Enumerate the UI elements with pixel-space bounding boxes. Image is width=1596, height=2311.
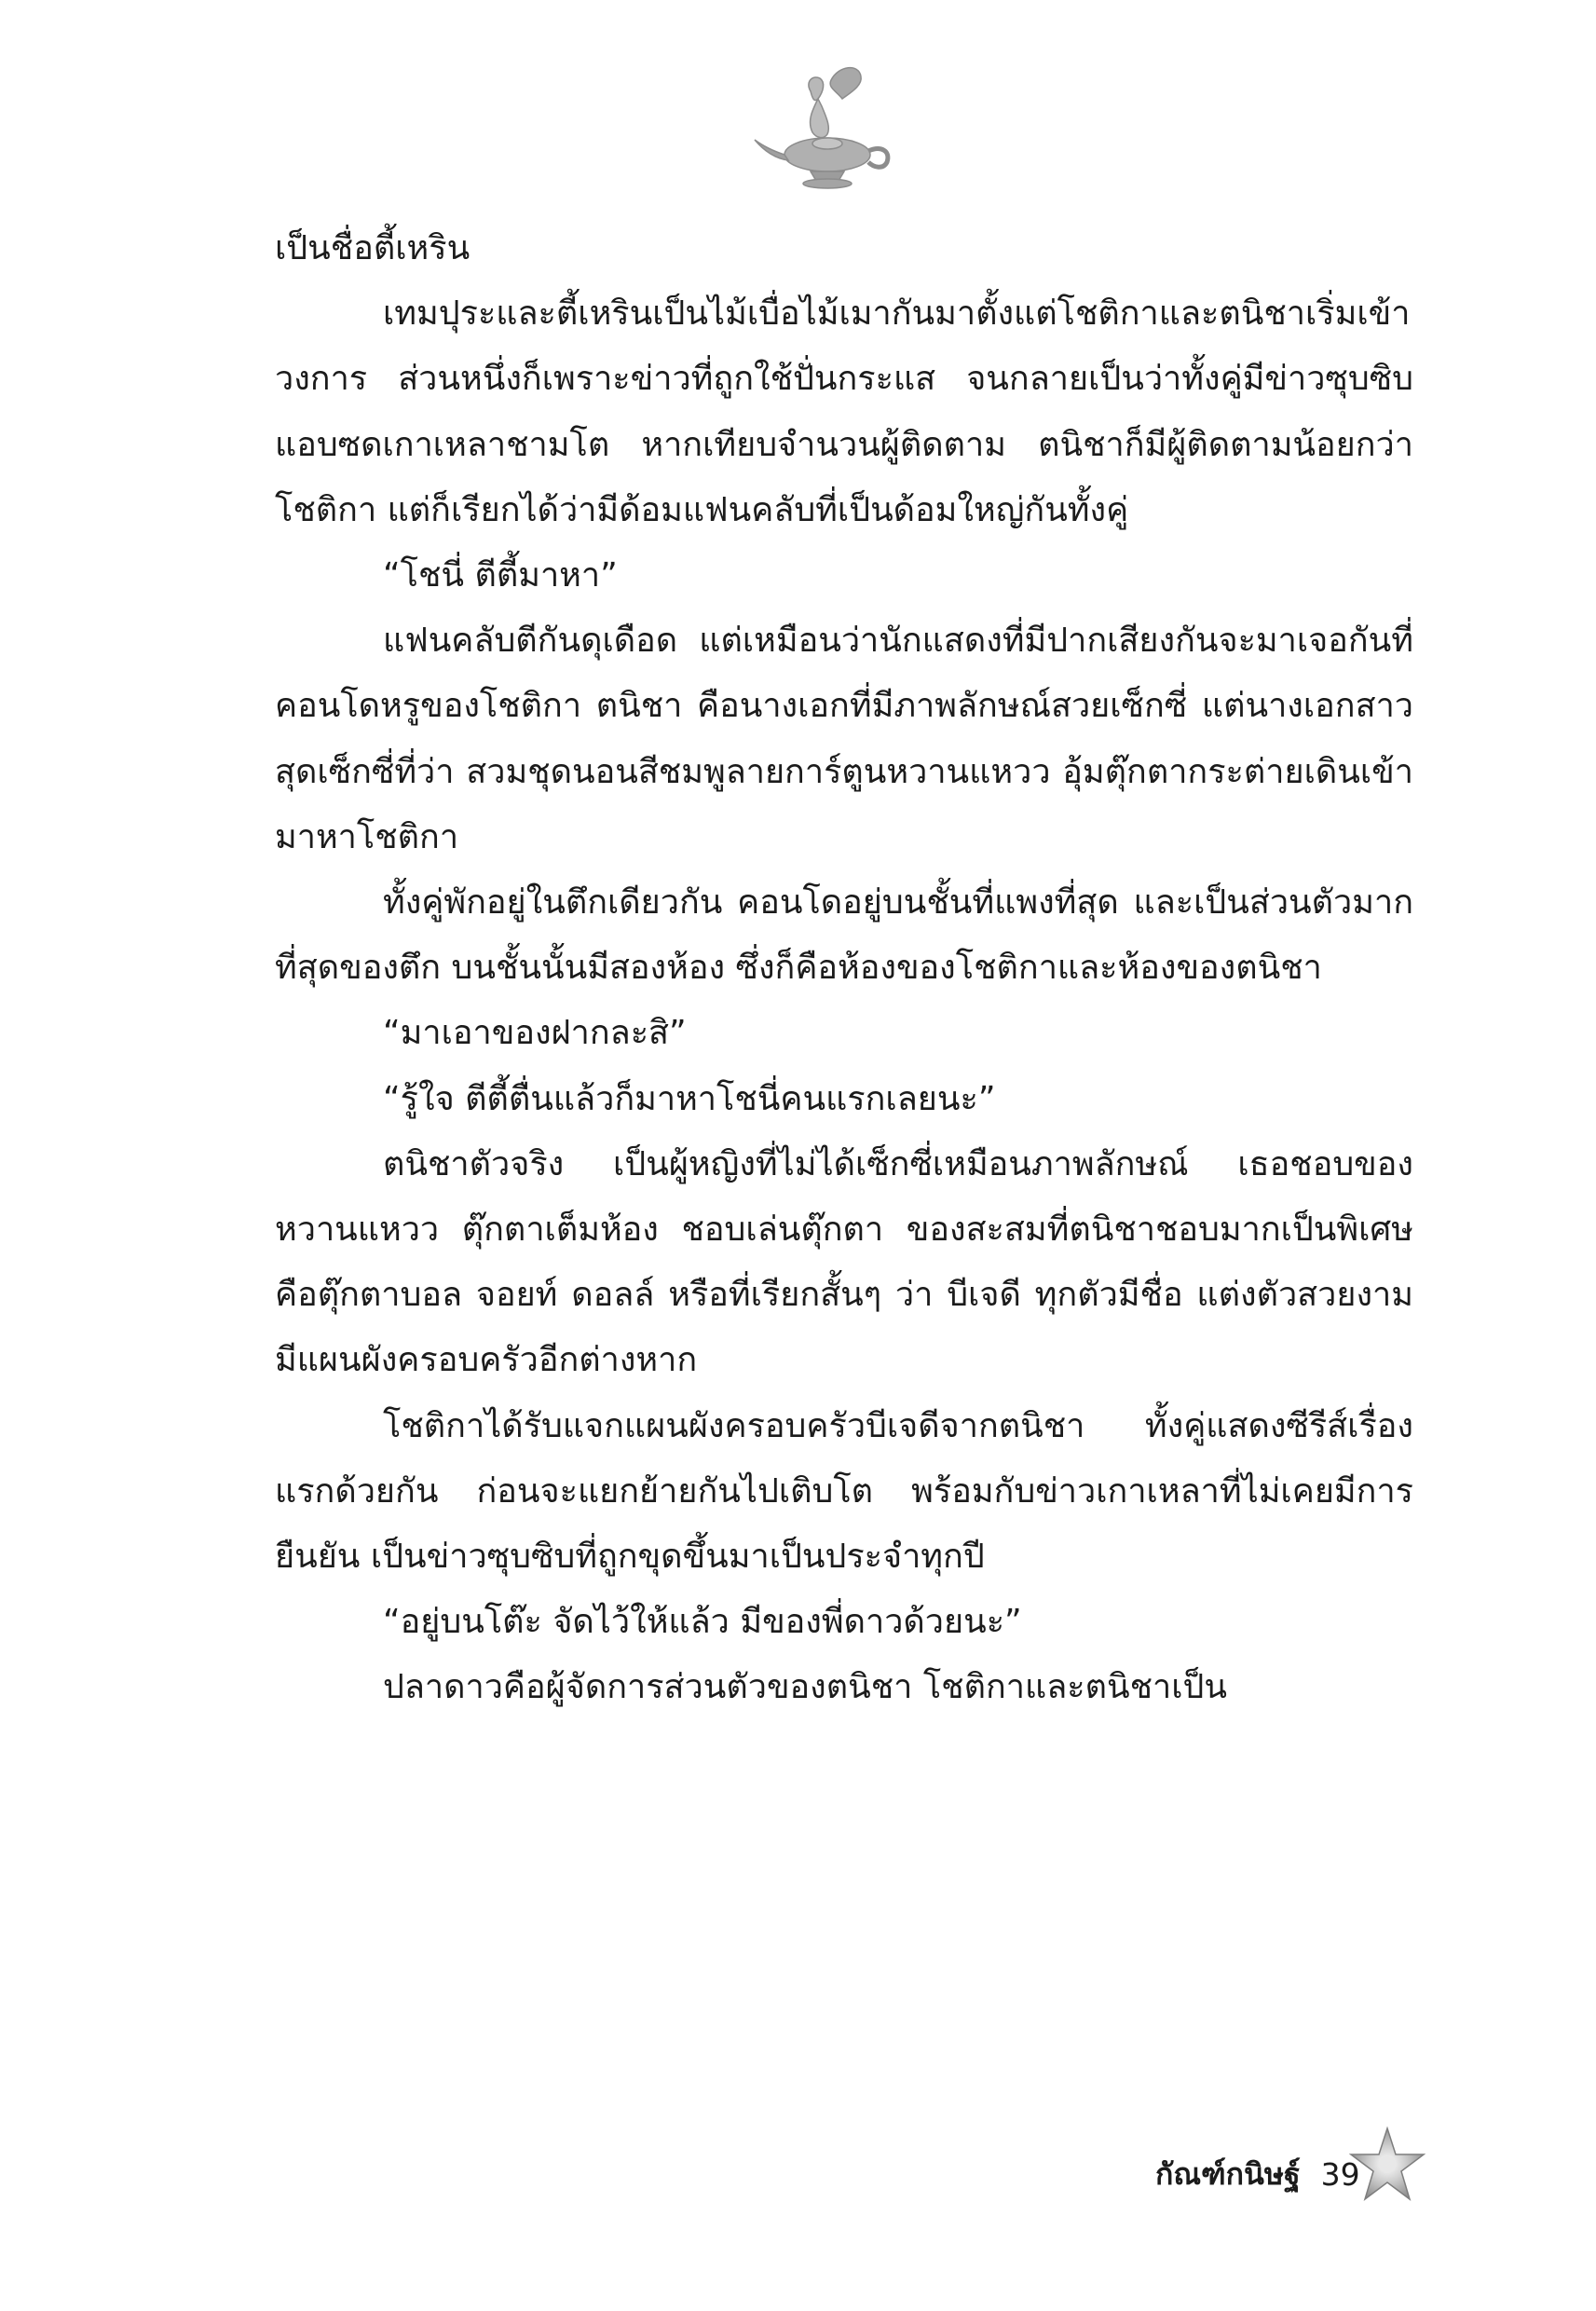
paragraph: ปลาดาวคือผู้จัดการส่วนตัวของตนิชา โชติกาและตนิชาเป็น <box>383 1668 1227 1707</box>
page-number: 39 <box>1320 2155 1360 2193</box>
body-text <box>275 216 1413 1721</box>
genie-lamp-icon <box>745 54 904 194</box>
paragraph: เทมปุระและตี้เหรินเป็นไม้เบื่อไม้เมากันมาตั้งแต่โชติกาและตนิชาเริ่มเข้าวงการ ส่วนหนึ่งก็เพราะข่าวที่ถูกใช้ปั่นกระแส จนกลายเป็นว่าทั้งคู่มีข่าวซุบซิบแอบซดเกาเหลาชามโต หากเทียบจำนวนผู้ติดตาม ตนิชาก็มีผู้ติดตามน้อยกว่าโชติกา แต่ก็เรียกได้ว่ามีด้อมแฟนคลับที่เป็นด้อมใหญ่กันทั้งคู่ <box>275 294 1413 529</box>
book-title: กัณฑ์กนิษฐ์ <box>1155 2155 1301 2192</box>
dialogue-line: “โชนี่ ตีตี้มาหา” <box>383 556 618 595</box>
paragraph: แฟนคลับตีกันดุเดือด แต่เหมือนว่านักแสดงที่มีปากเสียงกันจะมาเจอกันที่คอนโดหรูของโชติกา ตนิชา คือนางเอกที่มีภาพลักษณ์สวยเซ็กซี่ แต่นางเอกสาวสุดเซ็กซี่ที่ว่า สวมชุดนอนสีชมพูลายการ์ตูนหวานแหวว อุ้มตุ๊กตากระต่ายเดินเข้ามาหาโชติกา <box>275 622 1413 856</box>
paragraph: ทั้งคู่พักอยู่ในตึกเดียวกัน คอนโดอยู่บนชั้นที่แพงที่สุด และเป็นส่วนตัวมากที่สุดของตึก บนชั้นนั้นมีสองห้อง ซึ่งก็คือห้องของโชติกาและห้องของตนิชา <box>275 883 1413 988</box>
dialogue-line: “มาเอาของฝากละสิ” <box>383 1014 687 1053</box>
dialogue-line: “รู้ใจ ตีตี้ตื่นแล้วก็มาหาโชนี่คนแรกเลยนะ” <box>383 1079 996 1118</box>
paragraph: ตนิชาตัวจริง เป็นผู้หญิงที่ไม่ได้เซ็กซี่เหมือนภาพลักษณ์ เธอชอบของหวานแหวว ตุ๊กตาเต็มห้อง ชอบเล่นตุ๊กตา ของสะสมที่ตนิชาชอบมากเป็นพิเศษ คือตุ๊กตาบอล จอยท์ ดอลล์ หรือที่เรียกสั้นๆ ว่า บีเจดี ทุกตัวมีชื่อ แต่งตัวสวยงาม มีแผนผังครอบครัวอีกต่างหาก <box>275 1144 1413 1380</box>
paragraph: เป็นชื่อตี้เหริน <box>275 229 471 267</box>
paragraph: โชติกาได้รับแจกแผนผังครอบครัวบีเจดีจากตนิชา ทั้งคู่แสดงซีรีส์เรื่องแรกด้วยกัน ก่อนจะแยกย้ายกันไปเติบโต พร้อมกับข่าวเกาเหลาที่ไม่เคยมีการยืนยัน เป็นข่าวซุบซิบที่ถูกขุดขึ้นมาเป็นประจำทุกปี <box>275 1406 1413 1577</box>
star-icon <box>1349 2126 1425 2203</box>
dialogue-line: “อยู่บนโต๊ะ จัดไว้ให้แล้ว มีของพี่ดาวด้วยนะ” <box>383 1603 1022 1642</box>
